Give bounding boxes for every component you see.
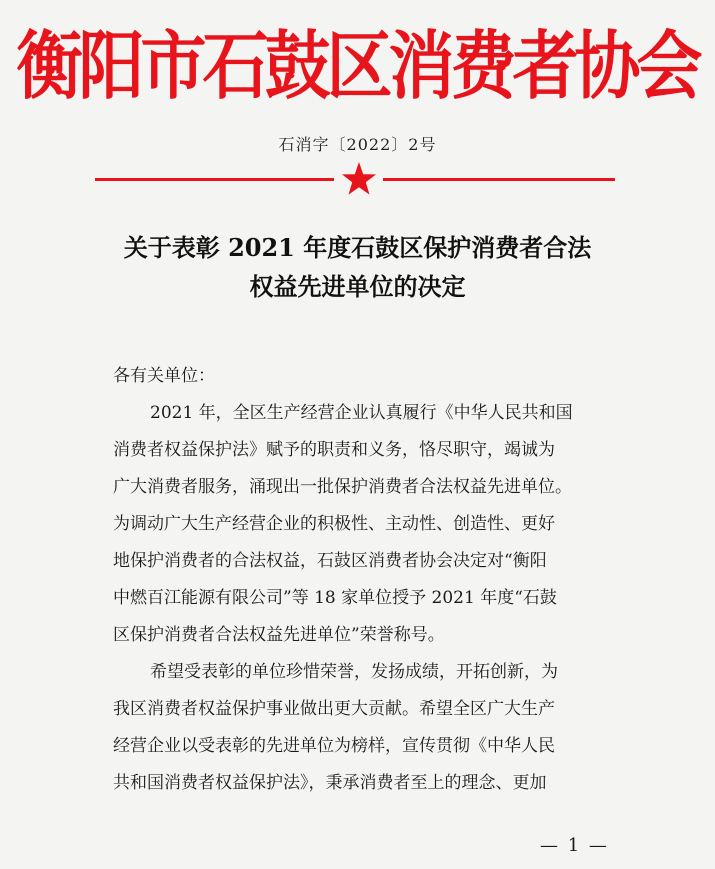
body-line: 经营企业以受表彰的先进单位为榜样，宣传贯彻《中华人民 (113, 736, 555, 756)
document-number: 石消字〔2022〕2号 (278, 135, 437, 154)
body-line: 2021 年，全区生产经营企业认真履行《中华人民共和国 (150, 403, 573, 423)
red-divider-right (383, 178, 615, 181)
body-line: 中燃百江能源有限公司”等 18 家单位授予 2021 年度“石鼓 (113, 588, 557, 608)
body-line: 地保护消费者的合法权益，石鼓区消费者协会决定对“衡阳 (113, 551, 547, 571)
body-line: 广大消费者服务，涌现出一批保护消费者合法权益先进单位。 (113, 477, 572, 497)
salutation: 各有关单位： (113, 366, 215, 386)
body-line: 我区消费者权益保护事业做出更大贡献。希望全区广大生产 (113, 699, 555, 719)
document-title-line-2: 权益先进单位的决定 (249, 272, 466, 301)
document-title-line-1: 关于表彰 2021 年度石鼓区保护消费者合法 (123, 233, 592, 262)
body-line: 消费者权益保护法》赋予的职责和义务，恪尽职守，竭诚为 (113, 440, 555, 460)
body-line: 为调动广大生产经营企业的积极性、主动性、创造性、更好 (113, 514, 555, 534)
body-line: 希望受表彰的单位珍惜荣誉，发扬成绩，开拓创新，为 (150, 662, 558, 682)
body-line: 区保护消费者合法权益先进单位”荣誉称号。 (113, 625, 445, 645)
page-number: — 1 — (540, 835, 609, 856)
body-line: 共和国消费者权益保护法》，秉承消费者至上的理念、更加 (113, 773, 547, 793)
star-icon (340, 160, 378, 198)
masthead-organization: 衡阳市石鼓区消费者协会 (16, 23, 699, 110)
red-divider-left (95, 178, 334, 181)
